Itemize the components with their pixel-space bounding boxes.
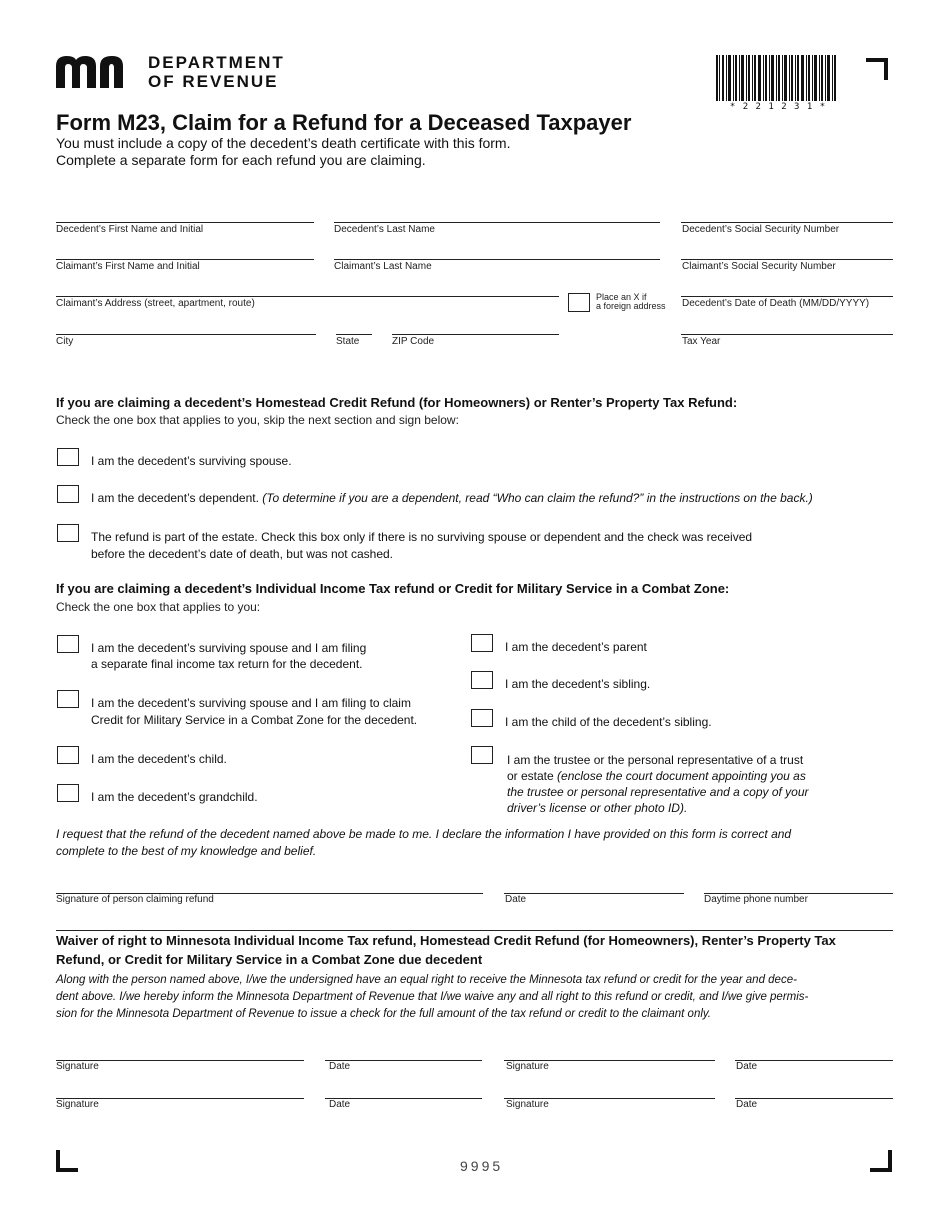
option-estate-line2: before the decedent’s date of death, but was not cashed. [91, 547, 393, 561]
waiver-signature-1-label: Signature [56, 1061, 99, 1072]
section2-heading: If you are claiming a decedent’s Individual Income Tax refund or Credit for Military Service in a Combat Zone: [56, 581, 730, 596]
option-spouse-military-line2: Credit for Military Service in a Combat Zone for the decedent. [91, 713, 418, 727]
option-trustee-line3-note: the trustee or personal representative and a copy of your [507, 785, 809, 799]
claimant-first-name-label: Claimant’s First Name and Initial [56, 261, 200, 272]
claimant-ssn-field[interactable] [681, 259, 893, 260]
date-of-death-field[interactable] [681, 296, 893, 297]
city-field[interactable] [56, 334, 316, 335]
option-spouse-military-line1: I am the decedent’s surviving spouse and I am filing to claim [91, 696, 411, 710]
option-grandchild: I am the decedent’s grandchild. [91, 790, 258, 804]
waiver-heading-line1: Waiver of right to Minnesota Individual Income Tax refund, Homestead Credit Refund (for Homeowners), Renter’s Property Tax [56, 933, 836, 948]
checkbox-trustee[interactable] [471, 746, 493, 764]
waiver-heading-line2: Refund, or Credit for Military Service in a Combat Zone due decedent [56, 952, 483, 967]
tax-year-field[interactable] [681, 334, 893, 335]
claimant-last-name-field[interactable] [334, 259, 660, 260]
option-trustee-line4 [507, 800, 687, 817]
barcode-text: * 2 2 1 2 3 1 * [729, 102, 827, 112]
claimant-address-label: Claimant’s Address (street, apartment, route) [56, 298, 255, 309]
waiver-signature-4-label: Signature [506, 1099, 549, 1110]
declaration-line1 [56, 826, 791, 843]
barcode-bars [716, 55, 838, 101]
zip-code-field[interactable] [392, 334, 559, 335]
claimant-first-name-field[interactable] [56, 259, 314, 260]
waiver-date-1-label: Date [329, 1061, 351, 1072]
checkbox-sibling-child[interactable] [471, 709, 493, 727]
tax-year-label: Tax Year [682, 336, 721, 347]
option-trustee-line2-note: (enclose the court document appointing you as [557, 769, 806, 783]
waiver-body-line1 [56, 972, 797, 989]
section1-heading: If you are claiming a decedent’s Homestead Credit Refund (for Homeowners) or Renter’s Property Tax Refund: [56, 395, 738, 410]
option-trustee-line4-note: driver’s license or other photo ID). [507, 801, 688, 815]
state-field[interactable] [336, 334, 372, 335]
waiver-body-line3 [56, 1006, 711, 1023]
checkbox-sibling[interactable] [471, 671, 493, 689]
checkbox-spouse-final-return[interactable] [57, 635, 79, 653]
claimant-address-field[interactable] [56, 296, 559, 297]
option-parent: I am the decedent’s parent [505, 640, 647, 654]
option-dependent-text: I am the decedent’s dependent. [91, 491, 259, 505]
option-child: I am the decedent’s child. [91, 752, 227, 766]
foreign-address-label-2: a foreign address [596, 301, 666, 311]
intro-line-2: Complete a separate form for each refund you are claiming. [56, 152, 426, 168]
dept-name-line2: OF REVENUE [148, 72, 279, 91]
waiver-signature-3-label: Signature [56, 1099, 99, 1110]
zip-code-label: ZIP Code [392, 336, 435, 347]
option-sibling-child: I am the child of the decedent’s sibling. [505, 715, 712, 729]
option-trustee-line2 [507, 768, 806, 785]
option-spouse-final-line1: I am the decedent’s surviving spouse and I am filing [91, 641, 367, 655]
registration-mark-top-right [866, 58, 888, 80]
checkbox-spouse-military[interactable] [57, 690, 79, 708]
dept-name-line1: DEPARTMENT [148, 53, 285, 72]
mn-logo-icon [56, 54, 134, 88]
date-of-death-label: Decedent’s Date of Death (MM/DD/YYYY) [682, 298, 870, 309]
option-dependent-note: (To determine if you are a dependent, read “Who can claim the refund?” in the instructions on the back.) [262, 491, 813, 505]
option-trustee-line3 [507, 784, 809, 801]
intro-line-1: You must include a copy of the decedent’s death certificate with this form. [56, 135, 511, 151]
option-surviving-spouse: I am the decedent’s surviving spouse. [91, 454, 292, 468]
option-trustee-line1: I am the trustee or the personal representative of a trust [507, 753, 804, 767]
section2-instruction: Check the one box that applies to you: [56, 600, 261, 614]
declaration-line2-text: complete to the best of my knowledge and belief. [56, 844, 317, 858]
checkbox-grandchild[interactable] [57, 784, 79, 802]
waiver-body-line2-text: dent above. I/we hereby inform the Minnesota Department of Revenue that I/we waive any and all right to this refund or credit, and I/we give permis- [56, 991, 809, 1003]
foreign-address-checkbox[interactable] [568, 293, 590, 312]
waiver-signature-2-label: Signature [506, 1061, 549, 1072]
option-trustee-line2-text: or estate [507, 769, 558, 783]
declaration-line2 [56, 843, 316, 860]
claimant-last-name-label: Claimant’s Last Name [334, 261, 432, 272]
waiver-body-line2 [56, 989, 808, 1006]
checkbox-estate[interactable] [57, 524, 79, 542]
foreign-address-label-1: Place an X if [596, 292, 647, 302]
barcode [716, 55, 838, 101]
state-label: State [336, 336, 360, 347]
decedent-first-name-field[interactable] [56, 222, 314, 223]
decedent-ssn-label: Decedent’s Social Security Number [682, 224, 840, 235]
checkbox-child[interactable] [57, 746, 79, 764]
registration-mark-bottom-right [870, 1150, 892, 1172]
claimant-signature-label: Signature of person claiming refund [56, 894, 214, 905]
form-code: 9995 [460, 1158, 504, 1174]
waiver-body-line3-text: sion for the Minnesota Department of Revenue to issue a check for the full amount of the tax refund or credit to the claimant only. [56, 1008, 712, 1020]
checkbox-surviving-spouse[interactable] [57, 448, 79, 466]
decedent-last-name-field[interactable] [334, 222, 660, 223]
checkbox-parent[interactable] [471, 634, 493, 652]
decedent-last-name-label: Decedent’s Last Name [334, 224, 435, 235]
claimant-ssn-label: Claimant’s Social Security Number [682, 261, 836, 272]
waiver-date-2-field[interactable] [735, 1060, 893, 1061]
decedent-ssn-field[interactable] [681, 222, 893, 223]
section1-instruction: Check the one box that applies to you, skip the next section and sign below: [56, 413, 459, 427]
waiver-date-3-label: Date [329, 1099, 351, 1110]
option-sibling: I am the decedent’s sibling. [505, 677, 651, 691]
declaration-line1-text: I request that the refund of the decedent named above be made to me. I declare the information I have provided on this form is correct and [56, 827, 792, 841]
waiver-date-4-field[interactable] [735, 1098, 893, 1099]
waiver-date-2-label: Date [736, 1061, 758, 1072]
waiver-date-4-label: Date [736, 1099, 758, 1110]
option-dependent [91, 490, 813, 507]
claimant-date-field[interactable] [504, 893, 684, 894]
claimant-date-label: Date [505, 894, 527, 905]
waiver-divider [56, 930, 893, 931]
option-estate-line1: The refund is part of the estate. Check this box only if there is no surviving spouse or dependent and the check was received [91, 530, 753, 544]
registration-mark-bottom-left [56, 1150, 78, 1172]
option-spouse-final-line2: a separate final income tax return for the decedent. [91, 657, 363, 671]
revenue-logo [56, 54, 134, 93]
decedent-first-name-label: Decedent’s First Name and Initial [56, 224, 204, 235]
daytime-phone-label: Daytime phone number [704, 894, 808, 905]
city-label: City [56, 336, 74, 347]
form-title: Form M23, Claim for a Refund for a Deceased Taxpayer [56, 110, 632, 135]
waiver-body-line1-text: Along with the person named above, I/we the undersigned have an equal right to receive the Minnesota tax refund or credit for the year and dece- [56, 974, 797, 986]
checkbox-dependent[interactable] [57, 485, 79, 503]
